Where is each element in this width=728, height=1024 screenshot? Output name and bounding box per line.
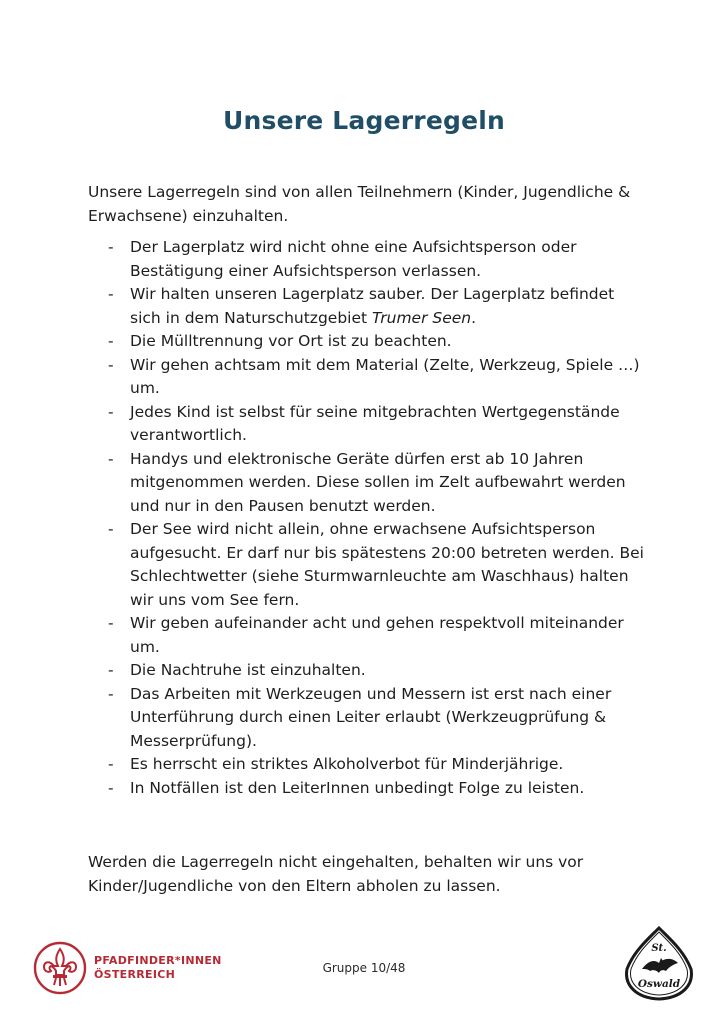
list-dash: - — [108, 402, 114, 421]
list-dash: - — [108, 449, 114, 468]
rule-item — [88, 236, 648, 283]
page-title: Unsere Lagerregeln — [222, 106, 505, 135]
list-dash: - — [108, 661, 114, 679]
rule-item — [88, 401, 648, 448]
rule-text: In Notfällen ist den LeiterInnen unbedingt Folge zu leisten. — [130, 778, 585, 797]
list-dash: - — [108, 755, 114, 773]
closing-paragraph: Werden die Lagerregeln nicht eingehalten, behalten wir uns vor Kinder/Jugendliche von den Eltern abholen zu lassen. — [88, 853, 584, 895]
intro-paragraph: Unsere Lagerregeln sind von allen Teilnehmern (Kinder, Jugendliche & Erwachsene) einzuhalten. — [88, 183, 631, 225]
rule-text: Wir gehen achtsam mit dem Material (Zelte, Werkzeug, Spiele …) um. — [130, 355, 640, 397]
rule-text: Der Lagerplatz wird nicht ohne eine Aufsichtsperson oder Bestätigung einer Aufsichtsperson verlassen. — [130, 238, 577, 280]
st-oswald-crest — [620, 925, 698, 1003]
list-dash: - — [108, 332, 114, 350]
rule-item — [88, 612, 648, 659]
rule-item — [88, 283, 648, 330]
rule-item — [88, 330, 648, 354]
rule-item — [88, 659, 648, 683]
rule-text: Die Nachtruhe ist einzuhalten. — [130, 661, 366, 679]
footer-group-label: Gruppe 10/48 — [322, 961, 406, 975]
list-dash: - — [108, 285, 114, 303]
list-dash: - — [108, 520, 114, 538]
rule-text: Jedes Kind ist selbst für seine mitgebrachten Wertgegenstände verantwortlich. — [130, 402, 620, 444]
rule-item — [88, 354, 648, 401]
crest-shield-icon — [620, 925, 698, 1003]
rule-text-suffix: . — [471, 308, 477, 327]
list-dash: - — [108, 238, 114, 256]
list-dash: - — [108, 614, 114, 632]
rule-text: Es herrscht ein striktes Alkoholverbot für Minderjährige. — [130, 755, 564, 773]
rule-item — [88, 683, 648, 754]
rule-item — [88, 753, 648, 777]
rule-text: Handys und elektronische Geräte dürfen erst ab 10 Jahren mitgenommen werden. Diese sollen im Zelt aufbewahrt werden und nur in den Pausen benutzt werden. — [130, 449, 626, 515]
rules-list — [88, 236, 648, 800]
rule-text: Das Arbeiten mit Werkzeugen und Messern ist erst nach einer Unterführung durch einen Leiter erlaubt (Werkzeugprüfung & Messerprüfung). — [130, 684, 612, 750]
rule-italic-text: Trumer Seen — [372, 308, 472, 327]
rule-text: Der See wird nicht allein, ohne erwachsene Aufsichtsperson aufgesucht. Er darf nur bis spätestens 20:00 betreten werden. Bei Schlechtwetter (siehe Sturmwarnleuchte am Waschhaus) halten wir uns vom See fern. — [130, 520, 644, 609]
crest-top-text: St. — [651, 943, 667, 954]
list-dash: - — [108, 684, 114, 703]
rule-text: Wir geben aufeinander acht und gehen respektvoll miteinander um. — [130, 614, 624, 656]
brand-line-2: ÖSTERREICH — [94, 968, 176, 981]
rule-item — [88, 448, 648, 519]
list-dash: - — [108, 355, 114, 374]
brand-line-1: PFADFINDER*INNEN — [94, 954, 222, 967]
rule-item — [88, 777, 648, 801]
crest-bottom-text: Oswald — [637, 978, 681, 990]
rule-text: Die Mülltrennung vor Ort ist zu beachten. — [130, 332, 452, 350]
rule-item — [88, 518, 648, 612]
list-dash: - — [108, 778, 114, 797]
rule-text: Wir halten unseren Lagerplatz sauber. Der Lagerplatz befindet sich in dem Naturschutzgebiet — [130, 285, 615, 327]
